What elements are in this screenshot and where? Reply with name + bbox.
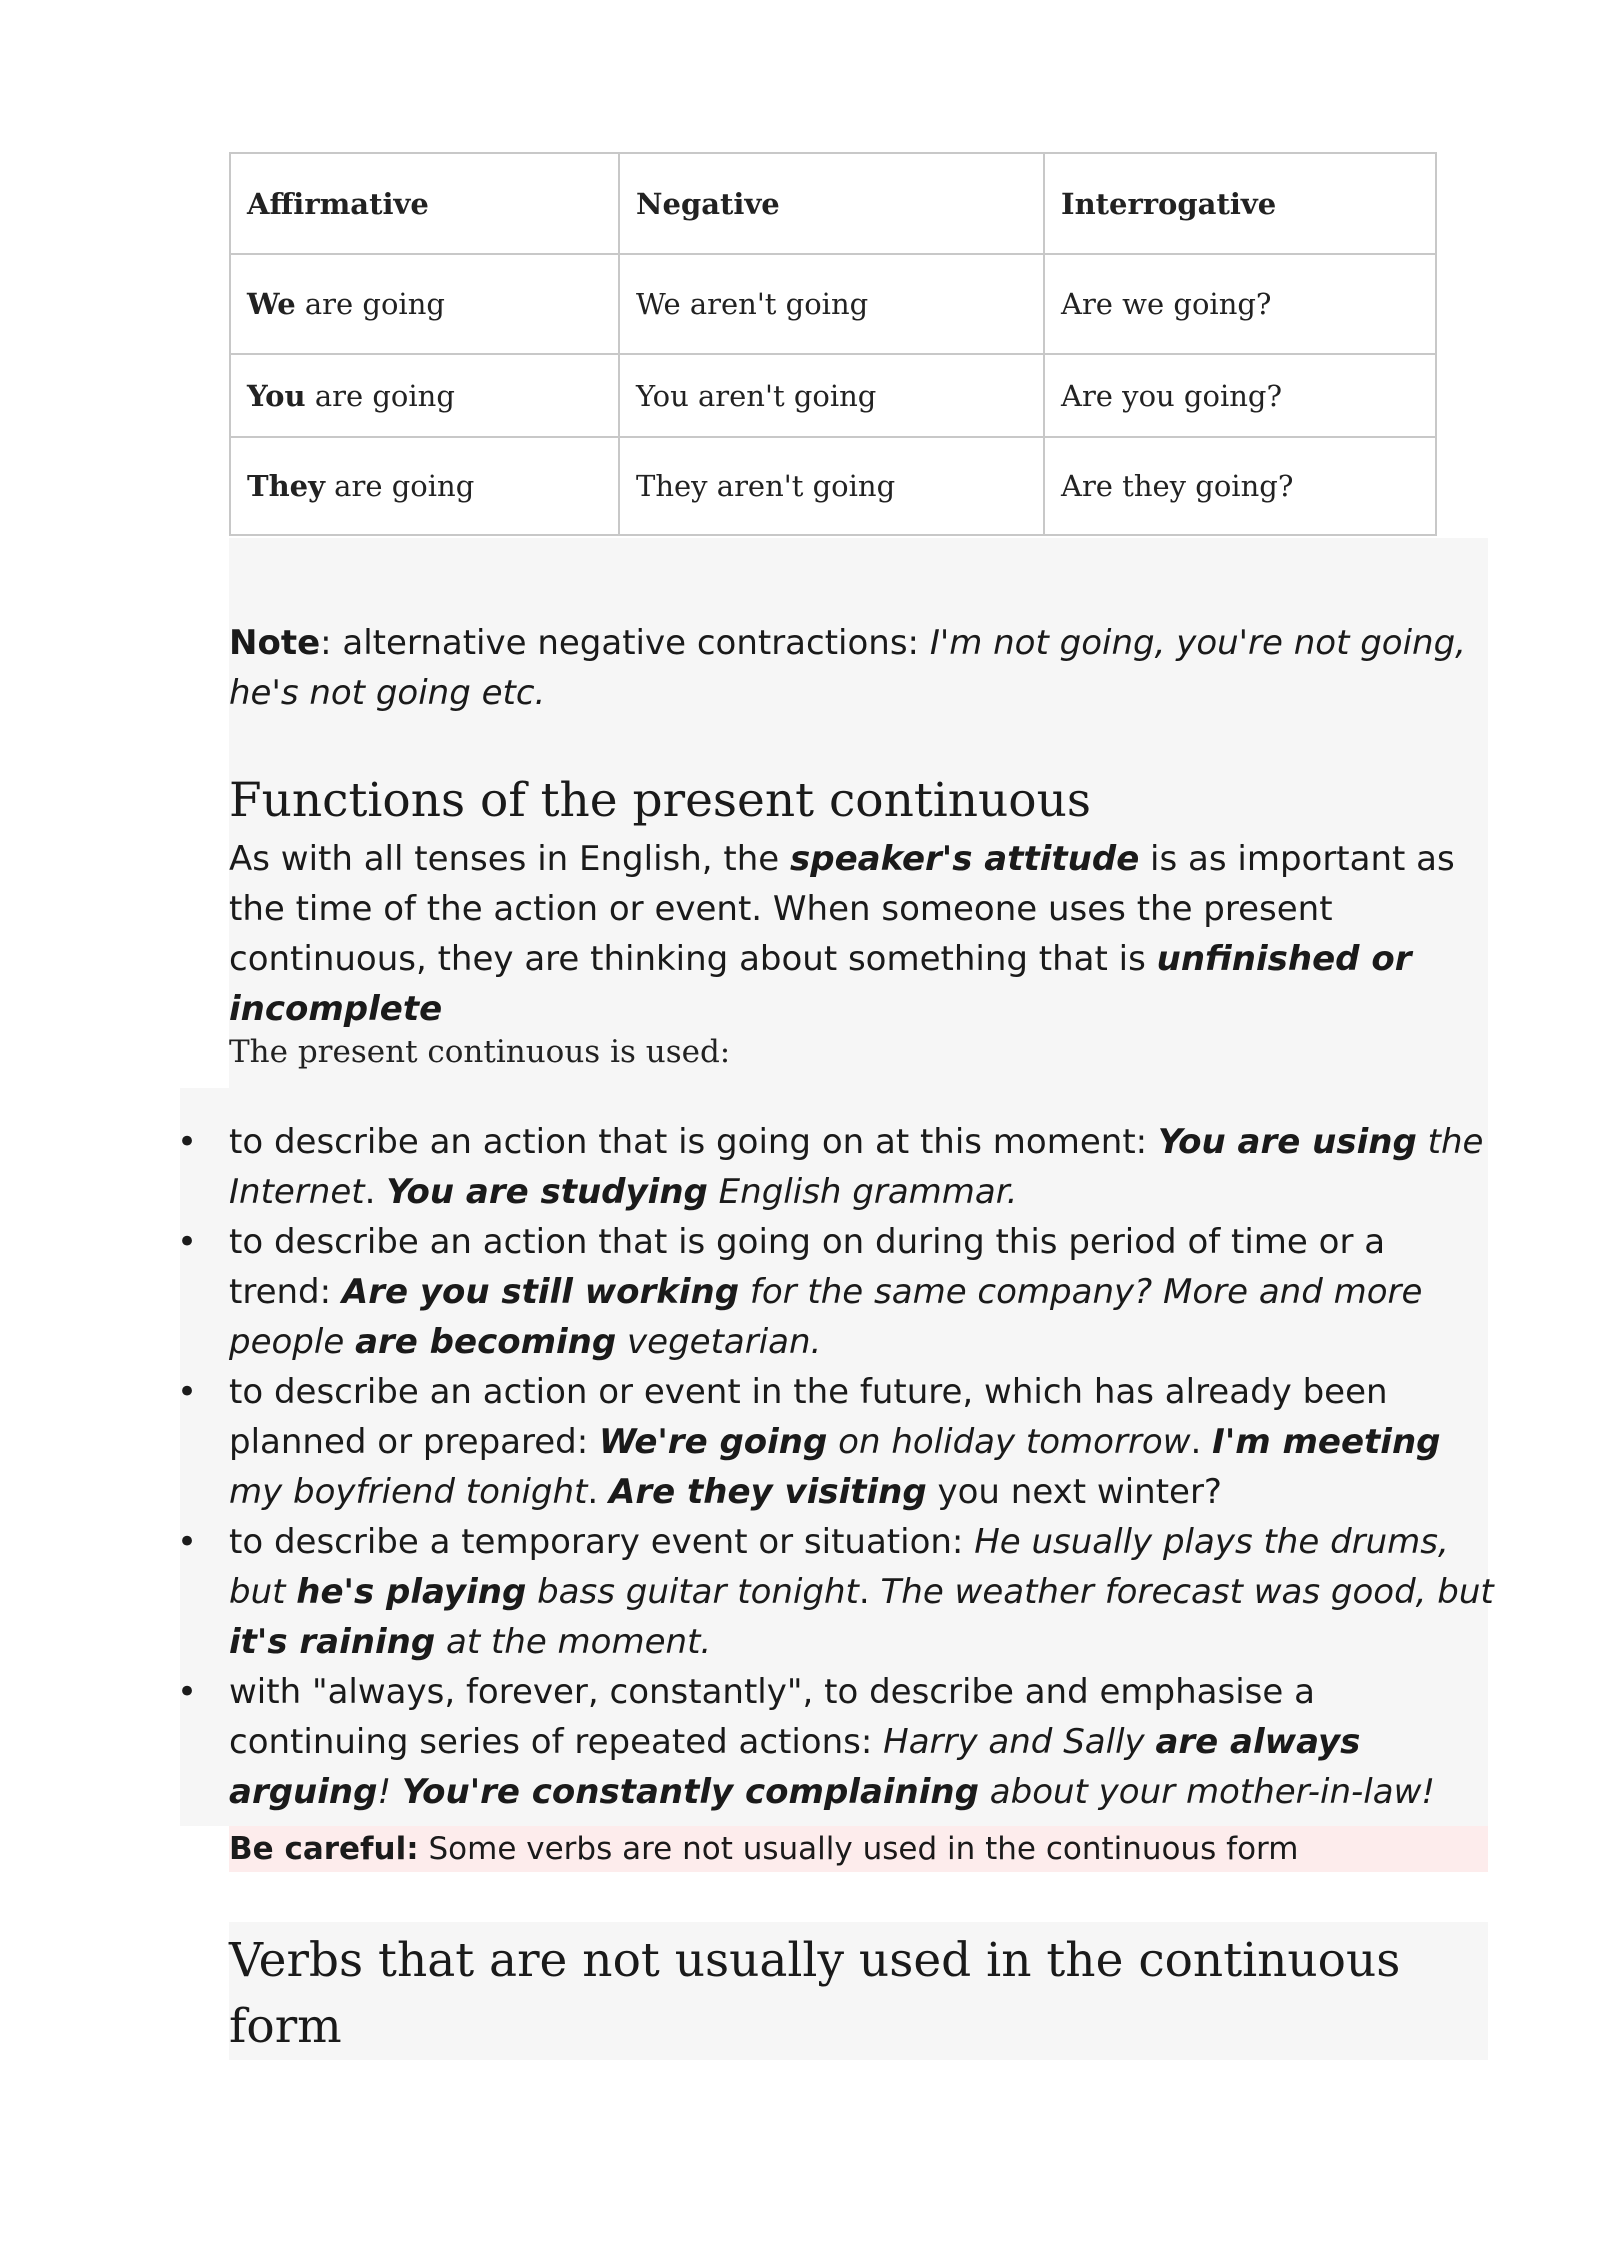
example-text: bass guitar tonight [526, 1572, 859, 1612]
bullet-icon: • [177, 1672, 198, 1712]
list-item [177, 1517, 1494, 1667]
header-affirmative: Affirmative [230, 153, 619, 254]
list-item [177, 1667, 1494, 1817]
conjugation-table [229, 152, 1437, 536]
negative-cell: We aren't going [619, 254, 1044, 354]
example-text: The weather forecast was good, but [880, 1572, 1494, 1612]
verb-phrase: are going [305, 378, 455, 413]
uses-list [177, 1117, 1494, 1817]
example-text: Harry and Sally [883, 1722, 1156, 1762]
use-text: to describe an action or event in the future, which has already been planned or prepared: [229, 1372, 1388, 1462]
header-negative: Negative [619, 153, 1044, 254]
example-text: He usually plays the drums, but [229, 1522, 1449, 1612]
example-text: English grammar. [707, 1172, 1018, 1212]
intro-paragraph [229, 834, 1494, 1034]
intro-emphasis: unfinished or incomplete [229, 939, 1412, 1029]
example-text: We're going [599, 1422, 828, 1462]
subject: They [247, 469, 325, 503]
example-text: You are studying [386, 1172, 708, 1212]
header-interrogative: Interrogative [1044, 153, 1436, 254]
example-text: he's playing [296, 1572, 527, 1612]
used-label: The present continuous is used: [229, 1034, 731, 1070]
example-text: at the moment. [435, 1622, 712, 1662]
example-text: I'm meeting [1212, 1422, 1441, 1462]
careful-note [229, 1826, 1488, 1872]
list-item [177, 1367, 1494, 1517]
example-text: my boyfriend tonight [229, 1472, 588, 1512]
use-text: . [858, 1572, 881, 1612]
bullet-icon: • [177, 1222, 198, 1262]
example-text: on holiday tomorrow [827, 1422, 1191, 1462]
use-text: . [1190, 1422, 1213, 1462]
list-item [177, 1117, 1494, 1217]
example-text: for the same company? More and more people [229, 1272, 1423, 1362]
example-text: it's raining [229, 1622, 436, 1662]
interrogative-cell: Are they going? [1044, 437, 1436, 535]
functions-section [229, 768, 1494, 1034]
example-text: the Internet [229, 1122, 1484, 1212]
affirmative-cell [230, 437, 619, 535]
use-text: . [587, 1472, 610, 1512]
bullet-icon: • [177, 1522, 198, 1562]
table-row [230, 437, 1436, 535]
example-text: ! [377, 1772, 402, 1812]
intro-text: is as important as the time of the action or event. When someone uses the present continuous, they are thinking about something that is [229, 839, 1455, 979]
use-text: to describe a temporary event or situation: [229, 1522, 975, 1562]
intro-emphasis: speaker's attitude [790, 839, 1140, 879]
bullet-icon: • [177, 1372, 198, 1412]
interrogative-cell: Are you going? [1044, 354, 1436, 437]
use-text: to describe an action that is going on during this period of time or a trend: [229, 1222, 1386, 1312]
example-text: You are using [1157, 1122, 1417, 1162]
use-text: . [364, 1172, 387, 1212]
bullet-icon: • [177, 1122, 198, 1162]
example-text: You're constantly complaining [401, 1772, 979, 1812]
verb-phrase: are going [324, 469, 475, 503]
example-text: are always arguing [229, 1722, 1361, 1812]
table-row [230, 254, 1436, 354]
verb-phrase: are going [295, 287, 445, 321]
interrogative-cell: Are we going? [1044, 254, 1436, 354]
note-text: : alternative negative contractions: [320, 623, 930, 663]
use-text: to describe an action that is going on at this moment: [229, 1122, 1158, 1162]
list-item [177, 1217, 1494, 1367]
negative-cell: You aren't going [619, 354, 1044, 437]
example-text: Are they visiting [609, 1472, 927, 1512]
intro-text: As with all tenses in English, the [229, 839, 790, 879]
subject: You [247, 378, 306, 413]
verbs-heading: Verbs that are not usually used in the continuous form [229, 1933, 1401, 2054]
careful-text: Some verbs are not usually used in the continuous form [418, 1831, 1299, 1867]
example-text: vegetarian. [616, 1322, 822, 1362]
example-text: Are you still working [341, 1272, 740, 1312]
example-text: about your mother-in-law! [978, 1772, 1436, 1812]
use-text: you next winter? [926, 1472, 1222, 1512]
affirmative-cell [230, 354, 619, 437]
subject: We [247, 287, 296, 321]
table-header-row [230, 153, 1436, 254]
example-text: are becoming [355, 1322, 617, 1362]
note-examples: I'm not going, you're not going, he's not going etc. [229, 623, 1466, 713]
negative-cell: They aren't going [619, 437, 1044, 535]
careful-label: Be careful: [229, 1831, 419, 1867]
note-label: Note [229, 623, 321, 663]
section-heading: Functions of the present continuous [229, 773, 1091, 828]
affirmative-cell [230, 254, 619, 354]
use-text: with "always, forever, constantly", to describe and emphasise a continuing series of repeated actions: [229, 1672, 1315, 1762]
note-paragraph [229, 618, 1494, 718]
table-row [230, 354, 1436, 437]
